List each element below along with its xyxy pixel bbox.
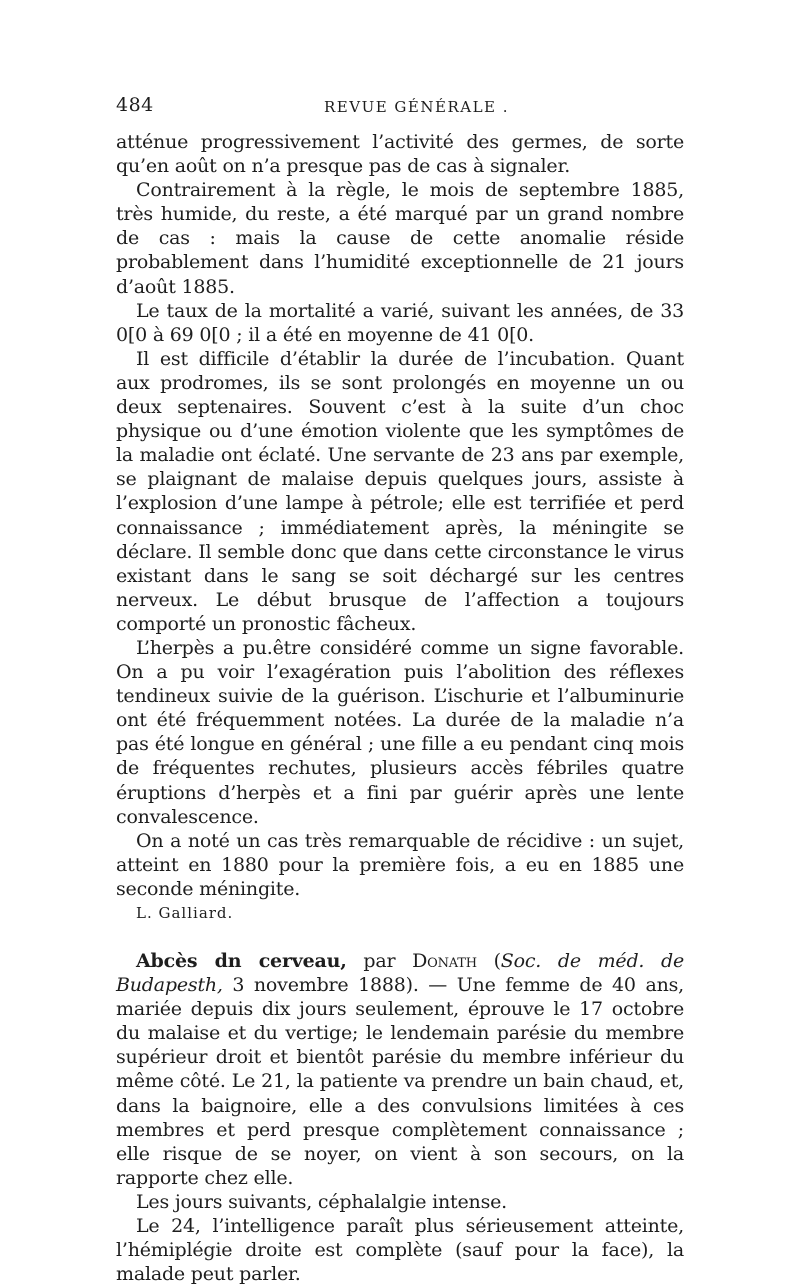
paragraph: Il est difficile d’établir la durée de l’incubation. Quant aux prodromes, ils se sont prolongés en moyenne un ou deux septenaires. Souvent c’est à la suite d’un choc physique ou d’une émotion violente que les symptômes de la maladie ont éclaté. Une servante de 23 ans par exemple, se plaignant de malaise depuis quelques jours, assiste à l’explosion d’une lampe à pétrole; elle est terrifiée et perd connaissance ; immédiatement après, la méningite se déclare. Il semble donc que dans cette circonstance le virus existant dans le sang se soit déchargé sur les centres nerveux. Le début brusque de l’affection a toujours comporté un pronostic fâcheux. [116, 347, 684, 635]
paragraph: Contrairement à la règle, le mois de septembre 1885, très humide, du reste, a été marqué par un grand nombre de cas : mais la cause de cette anomalie réside probablement dans l’humidité exceptionnelle de 21 jours d’août 1885. [116, 179, 684, 298]
paragraph: Le taux de la mortalité a varié, suivant les années, de 33 0[0 à 69 0[0 ; il a été en moyenne de 41 0[0. [116, 299, 684, 346]
paragraph: Les jours suivants, céphalalgie intense. [136, 1190, 507, 1213]
section-by: par [346, 950, 413, 972]
section-heading: Abcès dn cerveau, [136, 950, 347, 972]
paragraph: Le 24, l’intelligence paraît plus sérieusement atteinte, l’hémiplégie droite est complète (sauf pour la face), la malade peut parler. [116, 1215, 684, 1286]
running-head: REVUE GÉNÉRALE . [324, 98, 510, 116]
author-signature: L. Galliard. [136, 904, 234, 922]
body-text [116, 130, 684, 1286]
page-header [116, 94, 686, 124]
paragraph-continued: atténue progressivement l’activité des germes, de sorte qu’en août on n’a presque pas de cas à signaler. [116, 131, 684, 178]
paragraph: L’herpès a pu.être considéré comme un signe favorable. On a pu voir l’exagération puis l’abolition des réflexes tendineux suivie de la guérison. L’ischurie et l’albuminurie ont été fréquemment notées. La durée de la maladie n’a pas été longue en général ; une fille a eu pendant cinq mois de fréquentes rechutes, plusieurs accès fébriles quatre éruptions d’herpès et a fini par guérir après une lente convalescence. [116, 636, 684, 828]
paragraph: On a noté un cas très remarquable de récidive : un sujet, atteint en 1880 pour la première fois, a eu en 1885 une seconde méningite. [116, 829, 684, 900]
page-number: 484 [116, 94, 154, 116]
section-text: 3 novembre 1888). — Une femme de 40 ans, mariée depuis dix jours seulement, éprouve le 17 octobre du malaise et du vertige; le lendemain parésie du membre supérieur droit et bientôt parésie du membre inférieur du même côté. Le 21, la patiente va prendre un bain chaud, et, dans la baignoire, elle a des convulsions limitées à ces membres et perd presque complètement connaissance ; elle risque de se noyer, on vient à son secours, on la rapporte chez elle. [116, 974, 684, 1189]
section-gap [116, 925, 684, 949]
section-author: Donath [412, 950, 477, 972]
section-paragraph [116, 949, 684, 1190]
section-open-paren: ( [476, 950, 501, 972]
journal-reference: Soc. de méd. de Budapesth, [116, 950, 684, 997]
